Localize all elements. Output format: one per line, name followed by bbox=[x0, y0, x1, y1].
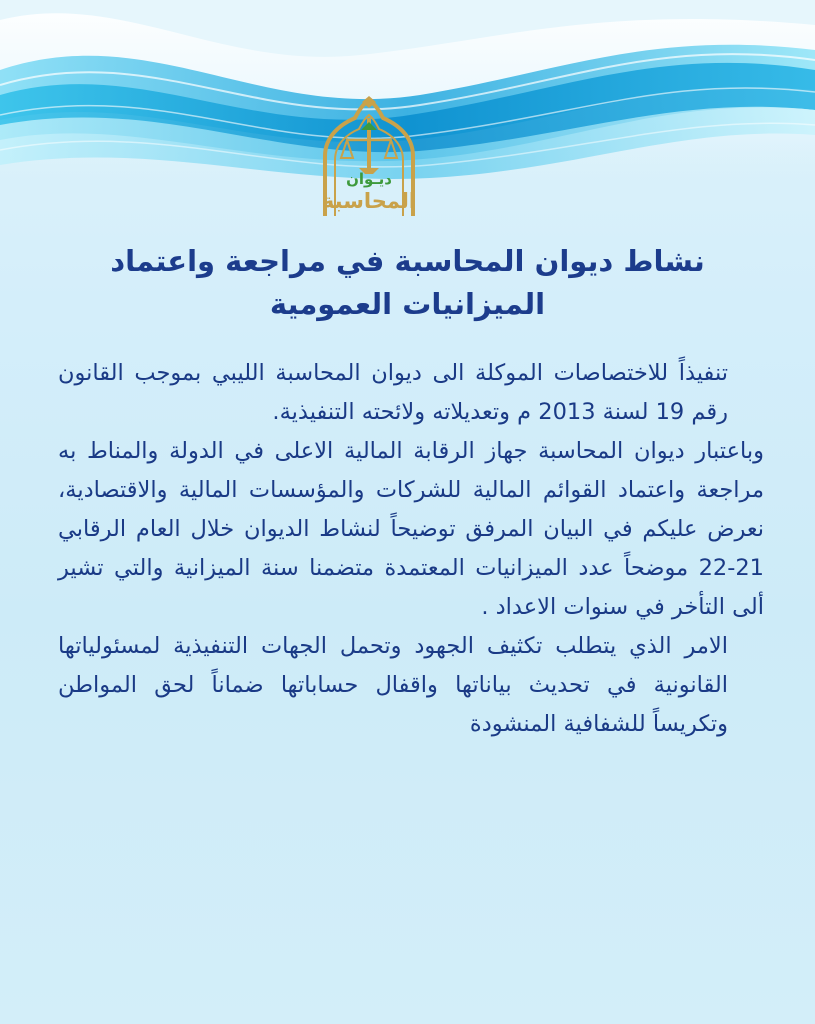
title-line-1: نشاط ديوان المحاسبة في مراجعة واعتماد bbox=[110, 244, 705, 278]
paragraph-3: الامر الذي يتطلب تكثيف الجهود وتحمل الجهات التنفيذية لمسئولياتها القانونية في تحديث بياناتها واقفال حساباتها ضماناً لحق المواطن وتكريساً للشفافية المنشودة bbox=[58, 633, 728, 737]
title-line-2: الميزانيات العمومية bbox=[269, 287, 546, 321]
page-title bbox=[60, 240, 755, 326]
paragraph-2: وباعتبار ديوان المحاسبة جهاز الرقابة المالية الاعلى في الدولة والمناط به مراجعة واعتماد القوائم المالية للشركات والمؤسسات المالية والاقتصادية، نعرض عليكم في البيان المرفق توضيحاً لنشاط الديوان خلال العام الرقابي 21-22 موضحاً عدد الميزانيات المعتمدة متضمنا سنة الميزانية والتي تشير ألى التأخر في سنوات الاعداد . bbox=[58, 438, 764, 620]
body-text bbox=[58, 354, 764, 744]
logo-text-bottom: المحاسبة bbox=[321, 189, 417, 213]
diwan-logo bbox=[307, 96, 431, 218]
logo-text-top: ديـوان bbox=[346, 170, 392, 188]
paragraph-1: تنفيذاً للاختصاصات الموكلة الى ديوان المحاسبة الليبي بموجب القانون رقم 19 لسنة 2013 م وتعديلاته ولائحته التنفيذية. bbox=[58, 360, 728, 425]
